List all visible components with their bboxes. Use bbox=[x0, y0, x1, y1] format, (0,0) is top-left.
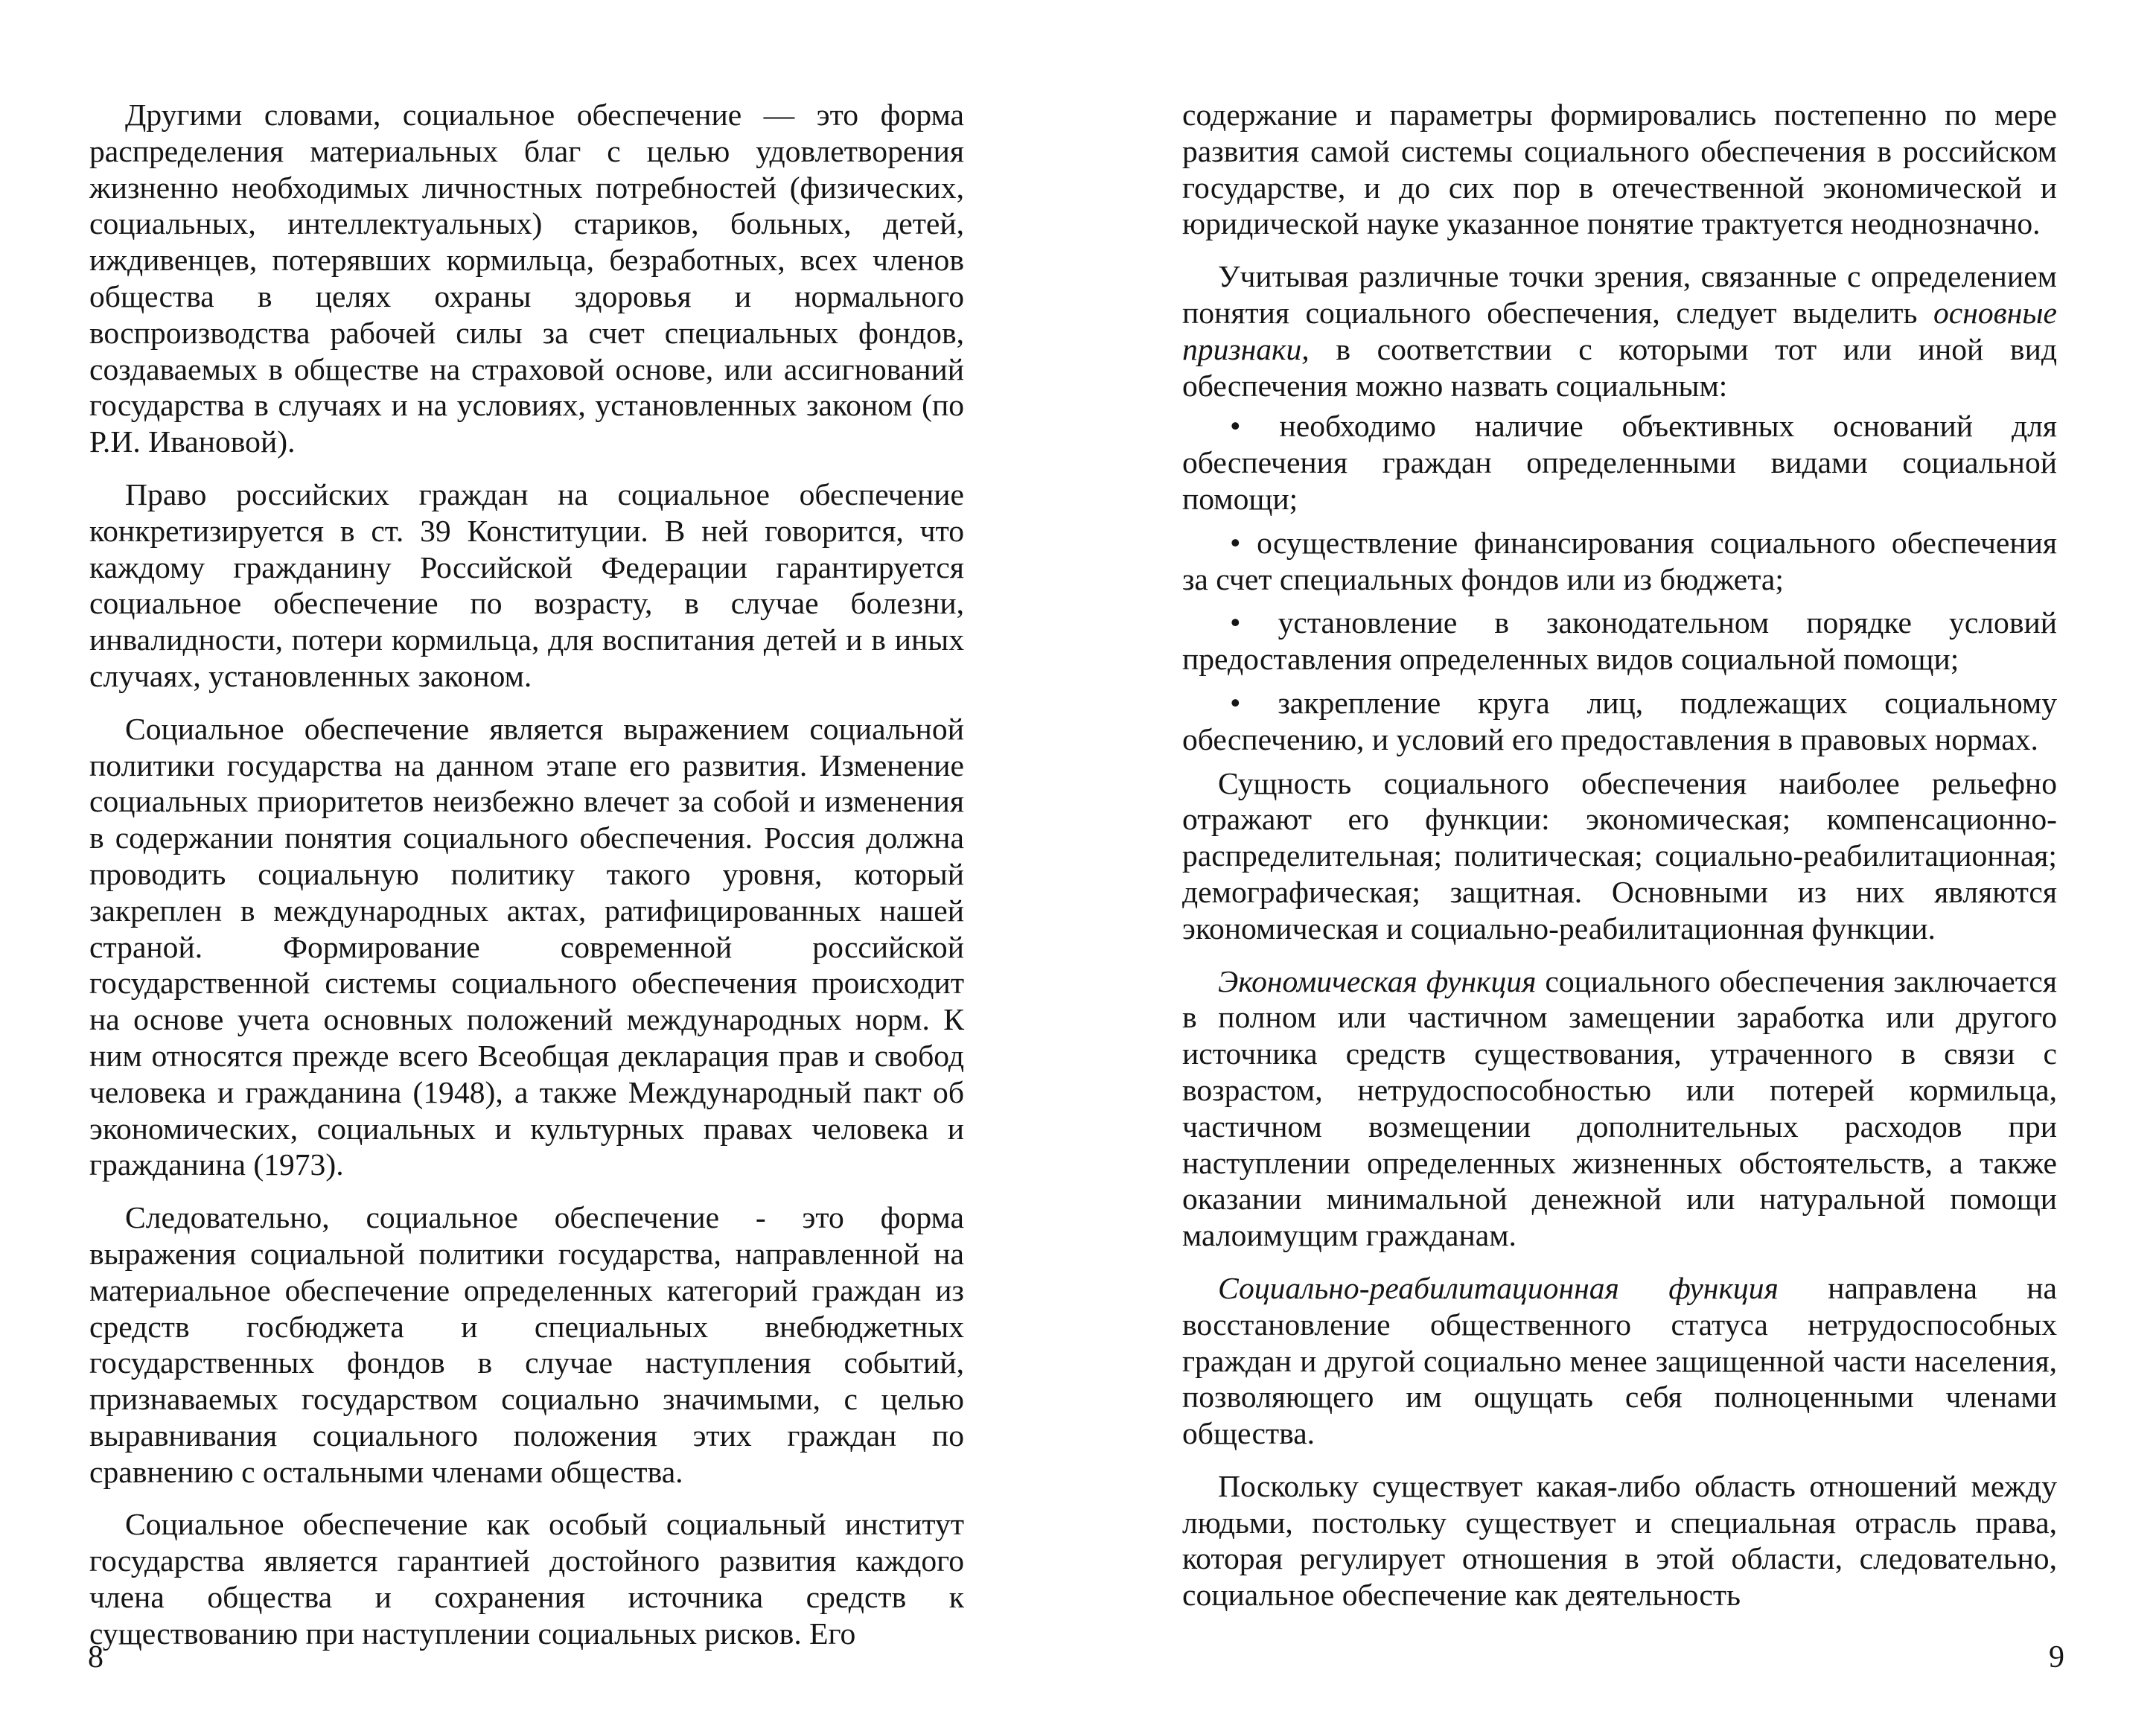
criteria-bullet-3: • установление в законодательном порядке условий предоставления определенных видов социальной помощи; bbox=[1182, 605, 2057, 677]
economic-function-term: Экономическая функция bbox=[1218, 963, 1537, 998]
left-paragraph-5: Социальное обеспечение как особый социальный институт государства является гарантией достойного развития каждого члена общества и сохранения источника средств к существованию при наступлении социальных рисков. Его bbox=[89, 1507, 964, 1651]
economic-function-text: социального обеспечения заключается в полном или частичном замещении заработка или другого источника средств существования, утраченного в связи с возрастом, нетрудоспособностью или потерей кормильца, частичном возмещении дополнительных расходов при наступлении определенных жизненных обстоятельств, а также оказании минимальной денежной или натуральной помощи малоимущим гражданам. bbox=[1182, 963, 2058, 1253]
rehab-function-term: Социально-реабилитационная функция bbox=[1218, 1270, 1779, 1305]
page-number-right: 9 bbox=[2049, 1640, 2064, 1674]
functions-paragraph: Сущность социального обеспечения наиболее рельефно отражают его функции: экономическая; компенсационно-распределительная; политическая; социально-реабилитационная; демографическая; защитная. Основными из них являются экономическая и социально-реабилитационная функции. bbox=[1182, 765, 2057, 946]
rehab-function-paragraph bbox=[1182, 1270, 2057, 1452]
criteria-intro-paragraph bbox=[1182, 258, 2057, 404]
right-page bbox=[1182, 97, 2057, 1675]
criteria-bullet-2: • осуществление финансирования социального обеспечения за счет специальных фондов или из бюджета; bbox=[1182, 525, 2057, 596]
criteria-intro-text-end: в соответствии с которыми тот или иной вид обеспечения можно назвать социальным: bbox=[1182, 331, 2057, 403]
criteria-intro-text: Учитывая различные точки зрения, связанные с определением понятия социального обеспечения, следует выделить bbox=[1182, 259, 2057, 330]
page-number-left: 8 bbox=[88, 1640, 103, 1674]
economic-function-paragraph bbox=[1182, 963, 2057, 1254]
left-paragraph-3: Социальное обеспечение является выражением социальной политики государства на данном этапе его развития. Изменение социальных приоритетов неизбежно влечет за собой и изменения в содержании понятия социального обеспечения. Россия должна проводить социальную политику такого уровня, который закреплен в международных актах, ратифицированных нашей страной. Формирование современной российской государственной системы социального обеспечения происходит на основе учета основных положений международных норм. К ним относятся прежде всего Всеобщая декларация прав и свобод человека и гражданина (1948), а также Международный пакт об экономических, социальных и культурных правах человека и гражданина (1973). bbox=[89, 711, 964, 1182]
left-page bbox=[89, 97, 964, 1675]
left-paragraph-2: Право российских граждан на социальное обеспечение конкретизируется в ст. 39 Конституции. В ней говорится, что каждому гражданину Российской Федерации гарантируется социальное обеспечение по возрасту, в случае болезни, инвалидности, потери кормильца, для воспитания детей и в иных случаях, установленных законом. bbox=[89, 476, 964, 693]
right-continuation-paragraph: содержание и параметры формировались постепенно по мере развития самой системы социального обеспечения в российском государстве, и до сих пор в отечественной экономической и юридической науке указанное понятие трактуется неоднозначно. bbox=[1182, 98, 2057, 241]
right-last-paragraph: Поскольку существует какая-либо область отношений между людьми, постольку существует и специальная отрасль права, которая регулирует отношения в этой области, следовательно, социальное обеспечение как деятельность bbox=[1182, 1468, 2057, 1613]
left-paragraph-4: Следовательно, социальное обеспечение - это форма выражения социальной политики государства, направленной на материальное обеспечение определенных категорий граждан из средств госбюджета и специальных внебюджетных государственных фондов в случае наступления событий, признаваемых государством социально значимыми, с целью выравнивания социального положения этих граждан по сравнению с остальными членами общества. bbox=[89, 1200, 964, 1489]
left-paragraph-1: Другими словами, социальное обеспечение — это форма распределения материальных благ с целью удовлетворения жизненно необходимых личностных потребностей (физических, социальных, интеллектуальных) стариков, больных, детей, иждивенцев, потерявших кормильца, безработных, всех членов общества в целях охраны здоровья и нормального воспроизводства рабочей силы за счет специальных фондов, создаваемых в обществе на страховой основе, или ассигнований государства в случаях и на условиях, установленных законом (по Р.И. Ивановой). bbox=[89, 98, 964, 459]
criteria-bullet-4: • закрепление круга лиц, подлежащих социальному обеспечению, и условий его предоставления в правовых нормах. bbox=[1182, 685, 2057, 756]
rehab-function-text: направлена на восстановление общественного статуса нетрудоспособных граждан и другой социально менее защищенной части населения, позволяющего им ощущать себя полноценными членами общества. bbox=[1182, 1270, 2057, 1451]
criteria-bullet-1: • необходимо наличие объективных оснований для обеспечения граждан определенными видами социальной помощи; bbox=[1182, 409, 2057, 516]
criteria-intro-italic: основные признаки, bbox=[1182, 295, 2057, 366]
